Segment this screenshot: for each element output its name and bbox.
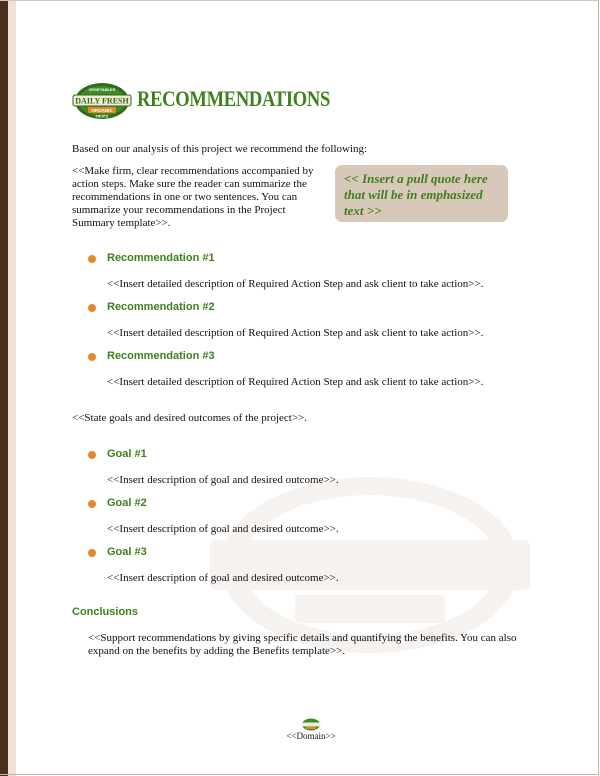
logo-bottom-text: FRUITS [95, 114, 109, 119]
recommendation-heading: Recommendation #3 [107, 350, 215, 362]
sidebar-light-stripe [8, 0, 16, 776]
bullet-icon [88, 451, 96, 459]
recommendation-heading: Recommendation #1 [107, 252, 215, 264]
goal-heading: Goal #2 [107, 497, 147, 509]
bullet-icon [88, 500, 96, 508]
goal-heading: Goal #3 [107, 546, 147, 558]
goals-intro-paragraph: <<State goals and desired outcomes of the project>>. [72, 412, 307, 424]
sidebar-dark-stripe [0, 0, 8, 776]
bullet-icon [88, 549, 96, 557]
bullet-icon [88, 304, 96, 312]
recommendation-description: <<Insert detailed description of Required Action Step and ask client to take action>>. [107, 376, 484, 388]
bullet-icon [88, 255, 96, 263]
recommendation-description: <<Insert detailed description of Required Action Step and ask client to take action>>. [107, 278, 484, 290]
goal-description: <<Insert description of goal and desired outcome>>. [107, 572, 339, 584]
daily-fresh-logo-icon [72, 82, 132, 120]
logo-top-text: VEGETABLES [88, 87, 116, 92]
recommendation-summary-paragraph: <<Make firm, clear recommendations accompanied by action steps. Make sure the reader can summarize the recommendations in one or two sentences. You can summarize your recommendations in the Project Summary template>>. [72, 165, 314, 229]
recommendation-description: <<Insert detailed description of Required Action Step and ask client to take action>>. [107, 327, 484, 339]
logo-band-text: ORGANIC [91, 108, 113, 113]
intro-paragraph: Based on our analysis of this project we recommend the following: [72, 143, 368, 155]
goal-description: <<Insert description of goal and desired outcome>>. [107, 474, 339, 486]
footer-logo-icon [301, 718, 321, 731]
goal-description: <<Insert description of goal and desired outcome>>. [107, 523, 339, 535]
pull-quote-text: << Insert a pull quote here that will be in emphasized text >> [344, 171, 488, 218]
pull-quote-box [335, 165, 508, 222]
conclusions-paragraph: <<Support recommendations by giving specific details and quantifying the benefits. You can also expand on the benefits by adding the Benefits template>>. [88, 632, 517, 657]
bullet-icon [88, 353, 96, 361]
recommendation-heading: Recommendation #2 [107, 301, 215, 313]
page-title: RECOMMENDATIONS [137, 86, 331, 111]
goal-heading: Goal #1 [107, 448, 147, 460]
logo-main-text: DAILY FRESH [75, 96, 129, 106]
footer-domain-text: <<Domain>> [286, 731, 336, 741]
conclusions-heading: Conclusions [72, 606, 139, 618]
